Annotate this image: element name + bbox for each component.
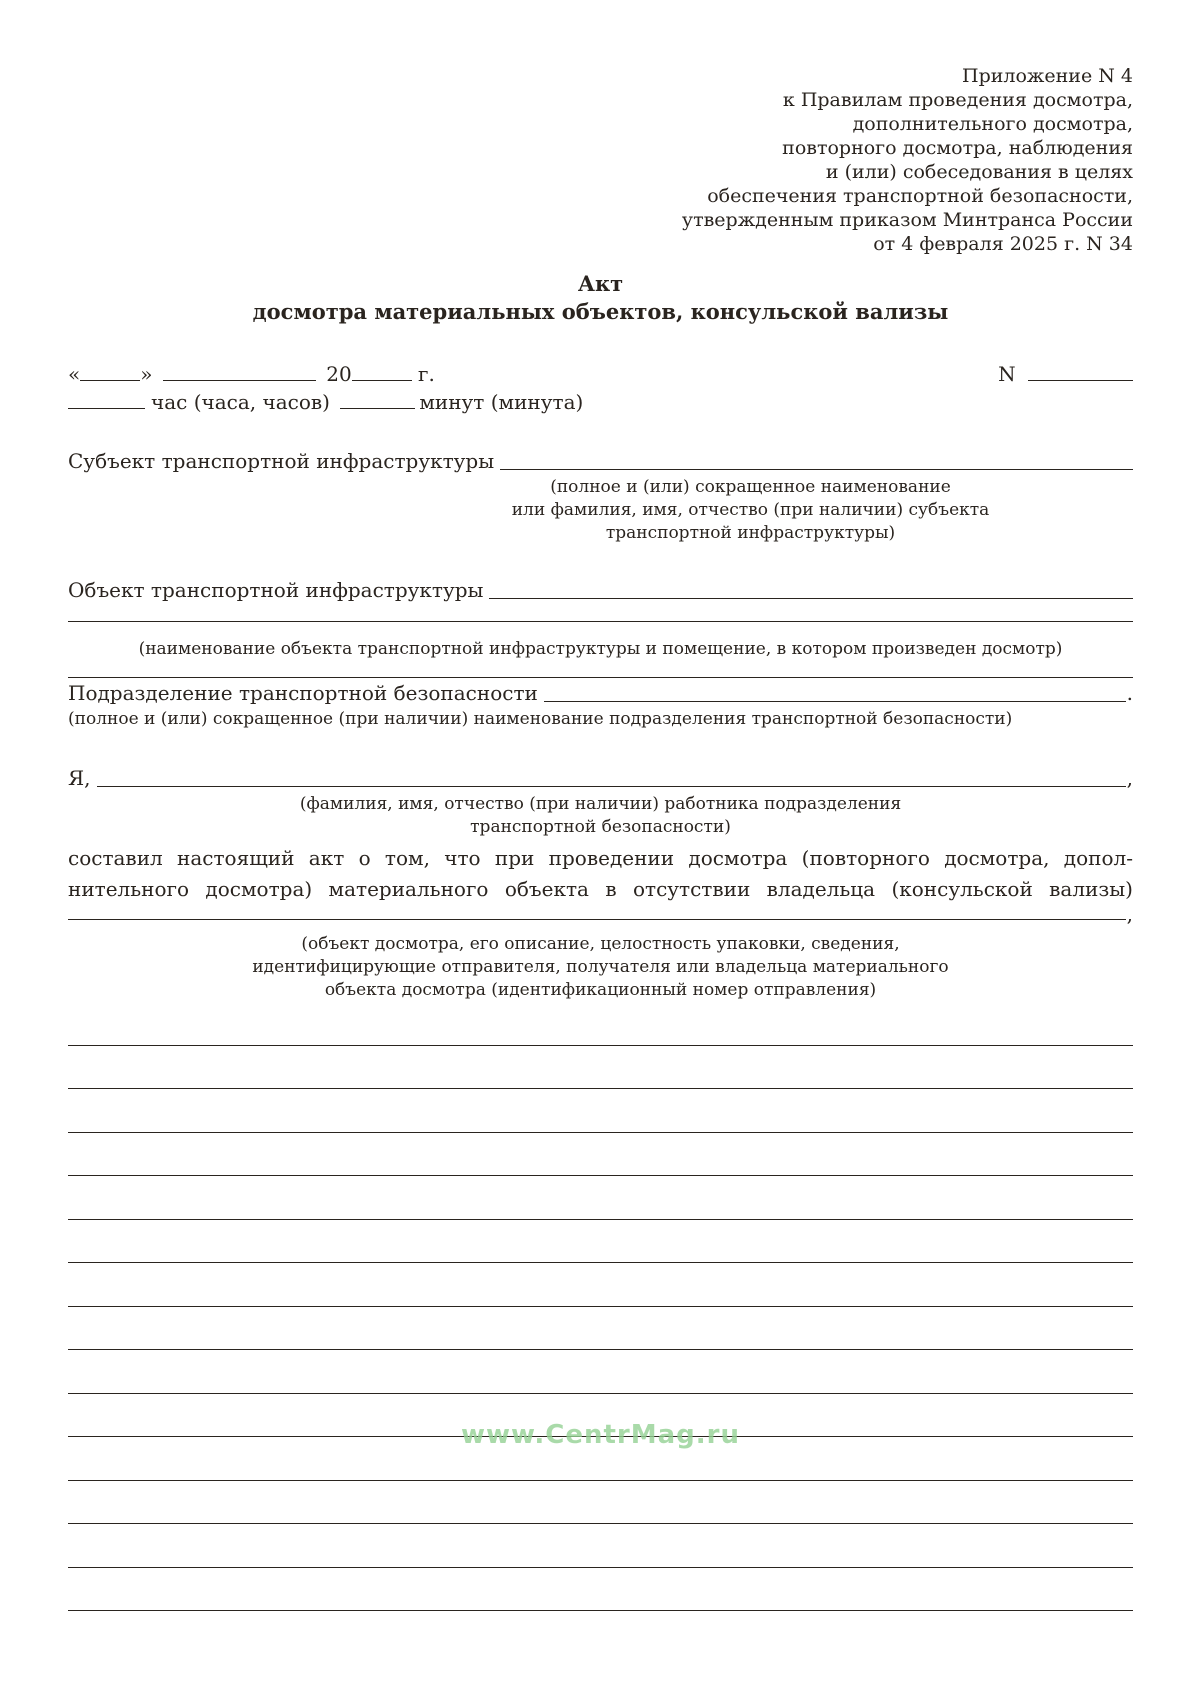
- act-number-field: [998, 360, 1133, 388]
- text-line: повторного досмотра, наблюдения: [782, 137, 1133, 159]
- text-line: к Правилам проведения досмотра,: [782, 89, 1133, 111]
- officer-row: [68, 763, 1133, 793]
- day-blank: [80, 366, 140, 381]
- object-description-suffix: ,: [1126, 902, 1133, 926]
- blank-line: [68, 1002, 1133, 1046]
- object-description-row: [68, 902, 1133, 926]
- object-row: [68, 575, 1133, 605]
- text-line: или фамилия, имя, отчество (при наличии) субъекта: [511, 500, 990, 520]
- blank-line: [68, 1394, 1133, 1438]
- blank-line: [68, 1133, 1133, 1177]
- watermark: www.CentrMag.ru: [461, 1420, 740, 1450]
- subject-row: [68, 446, 1133, 476]
- officer-caption: [68, 793, 1133, 839]
- unit-blank: [544, 701, 1126, 702]
- object-description-caption: [68, 933, 1133, 1002]
- text-line: транспортной инфраструктуры): [605, 523, 896, 543]
- unit-suffix: .: [1126, 681, 1133, 705]
- unit-caption: (полное и (или) сокращенное (при наличии) наименование подразделения транспортной безопасности): [68, 709, 1013, 729]
- year-suffix: г.: [418, 362, 435, 386]
- hours-blank: [68, 394, 145, 409]
- object-blank-line-2: [68, 605, 1133, 622]
- officer-label: Я,: [68, 766, 91, 790]
- object-blank-line-3: [68, 661, 1133, 678]
- date-field: [68, 360, 435, 388]
- title-line-2: досмотра материальных объектов, консульской вализы: [252, 299, 949, 324]
- month-blank: [163, 366, 316, 381]
- text-line: (фамилия, имя, отчество (при наличии) работника подразделения: [299, 794, 902, 814]
- unit-label: Подразделение транспортной безопасности: [68, 681, 538, 705]
- blank-line: [68, 1481, 1133, 1525]
- text-line: нительного досмотра) материального объекта в отсутствии владельца (консульской вализы): [68, 877, 1133, 901]
- text-line: транспортной безопасности): [470, 817, 731, 837]
- text-line: дополнительного досмотра,: [852, 113, 1133, 135]
- number-blank: [1028, 366, 1133, 381]
- open-quote: «: [68, 362, 81, 386]
- year-blank: [352, 366, 412, 381]
- blank-lines-area: [68, 1002, 1133, 1611]
- object-description-blank: [68, 919, 1126, 920]
- blank-line: [68, 1307, 1133, 1351]
- number-label: N: [998, 362, 1016, 386]
- object-caption: (наименование объекта транспортной инфраструктуры и помещение, в котором произведен досмотр): [138, 639, 1063, 659]
- blank-line: [68, 1437, 1133, 1481]
- blank-line: [68, 1263, 1133, 1307]
- blank-line: [68, 1046, 1133, 1090]
- title-line-1: Акт: [577, 271, 624, 296]
- text-line: идентифицирующие отправителя, получателя или владельца материального: [252, 957, 949, 977]
- blank-line: [68, 1524, 1133, 1568]
- subject-label: Субъект транспортной инфраструктуры: [68, 449, 495, 473]
- text-line: от 4 февраля 2025 г. N 34: [873, 233, 1133, 255]
- text-line: и (или) собеседования в целях: [825, 161, 1133, 183]
- date-number-row: [68, 360, 1133, 388]
- unit-row: [68, 678, 1133, 708]
- close-quote: »: [140, 362, 153, 386]
- blank-line: [68, 1089, 1133, 1133]
- text-line: Приложение N 4: [962, 65, 1133, 87]
- century-prefix: 20: [326, 362, 352, 386]
- minutes-label: минут (минута): [419, 390, 584, 414]
- officer-suffix: ,: [1126, 766, 1133, 790]
- document-title: [68, 270, 1133, 326]
- blank-line: [68, 1176, 1133, 1220]
- time-row: [68, 388, 1133, 416]
- subject-caption: [368, 476, 1133, 545]
- statement-paragraph: [68, 843, 1133, 905]
- object-label: Объект транспортной инфраструктуры: [68, 578, 484, 602]
- blank-line: [68, 1568, 1133, 1612]
- object-blank: [489, 598, 1133, 599]
- minutes-blank: [340, 394, 415, 409]
- officer-blank: [97, 786, 1126, 787]
- hours-label: час (часа, часов): [151, 390, 330, 414]
- appendix-header: [68, 64, 1133, 256]
- text-line: составил настоящий акт о том, что при проведении досмотра (повторного досмотра, допол-: [68, 846, 1133, 870]
- text-line: утвержденным приказом Минтранса России: [681, 209, 1133, 231]
- blank-line: [68, 1220, 1133, 1264]
- text-line: объекта досмотра (идентификационный номер отправления): [324, 980, 877, 1000]
- text-line: (полное и (или) сокращенное наименование: [550, 477, 951, 497]
- blank-line: [68, 1350, 1133, 1394]
- text-line: (объект досмотра, его описание, целостность упаковки, сведения,: [301, 934, 900, 954]
- text-line: обеспечения транспортной безопасности,: [707, 185, 1133, 207]
- subject-blank: [500, 469, 1133, 470]
